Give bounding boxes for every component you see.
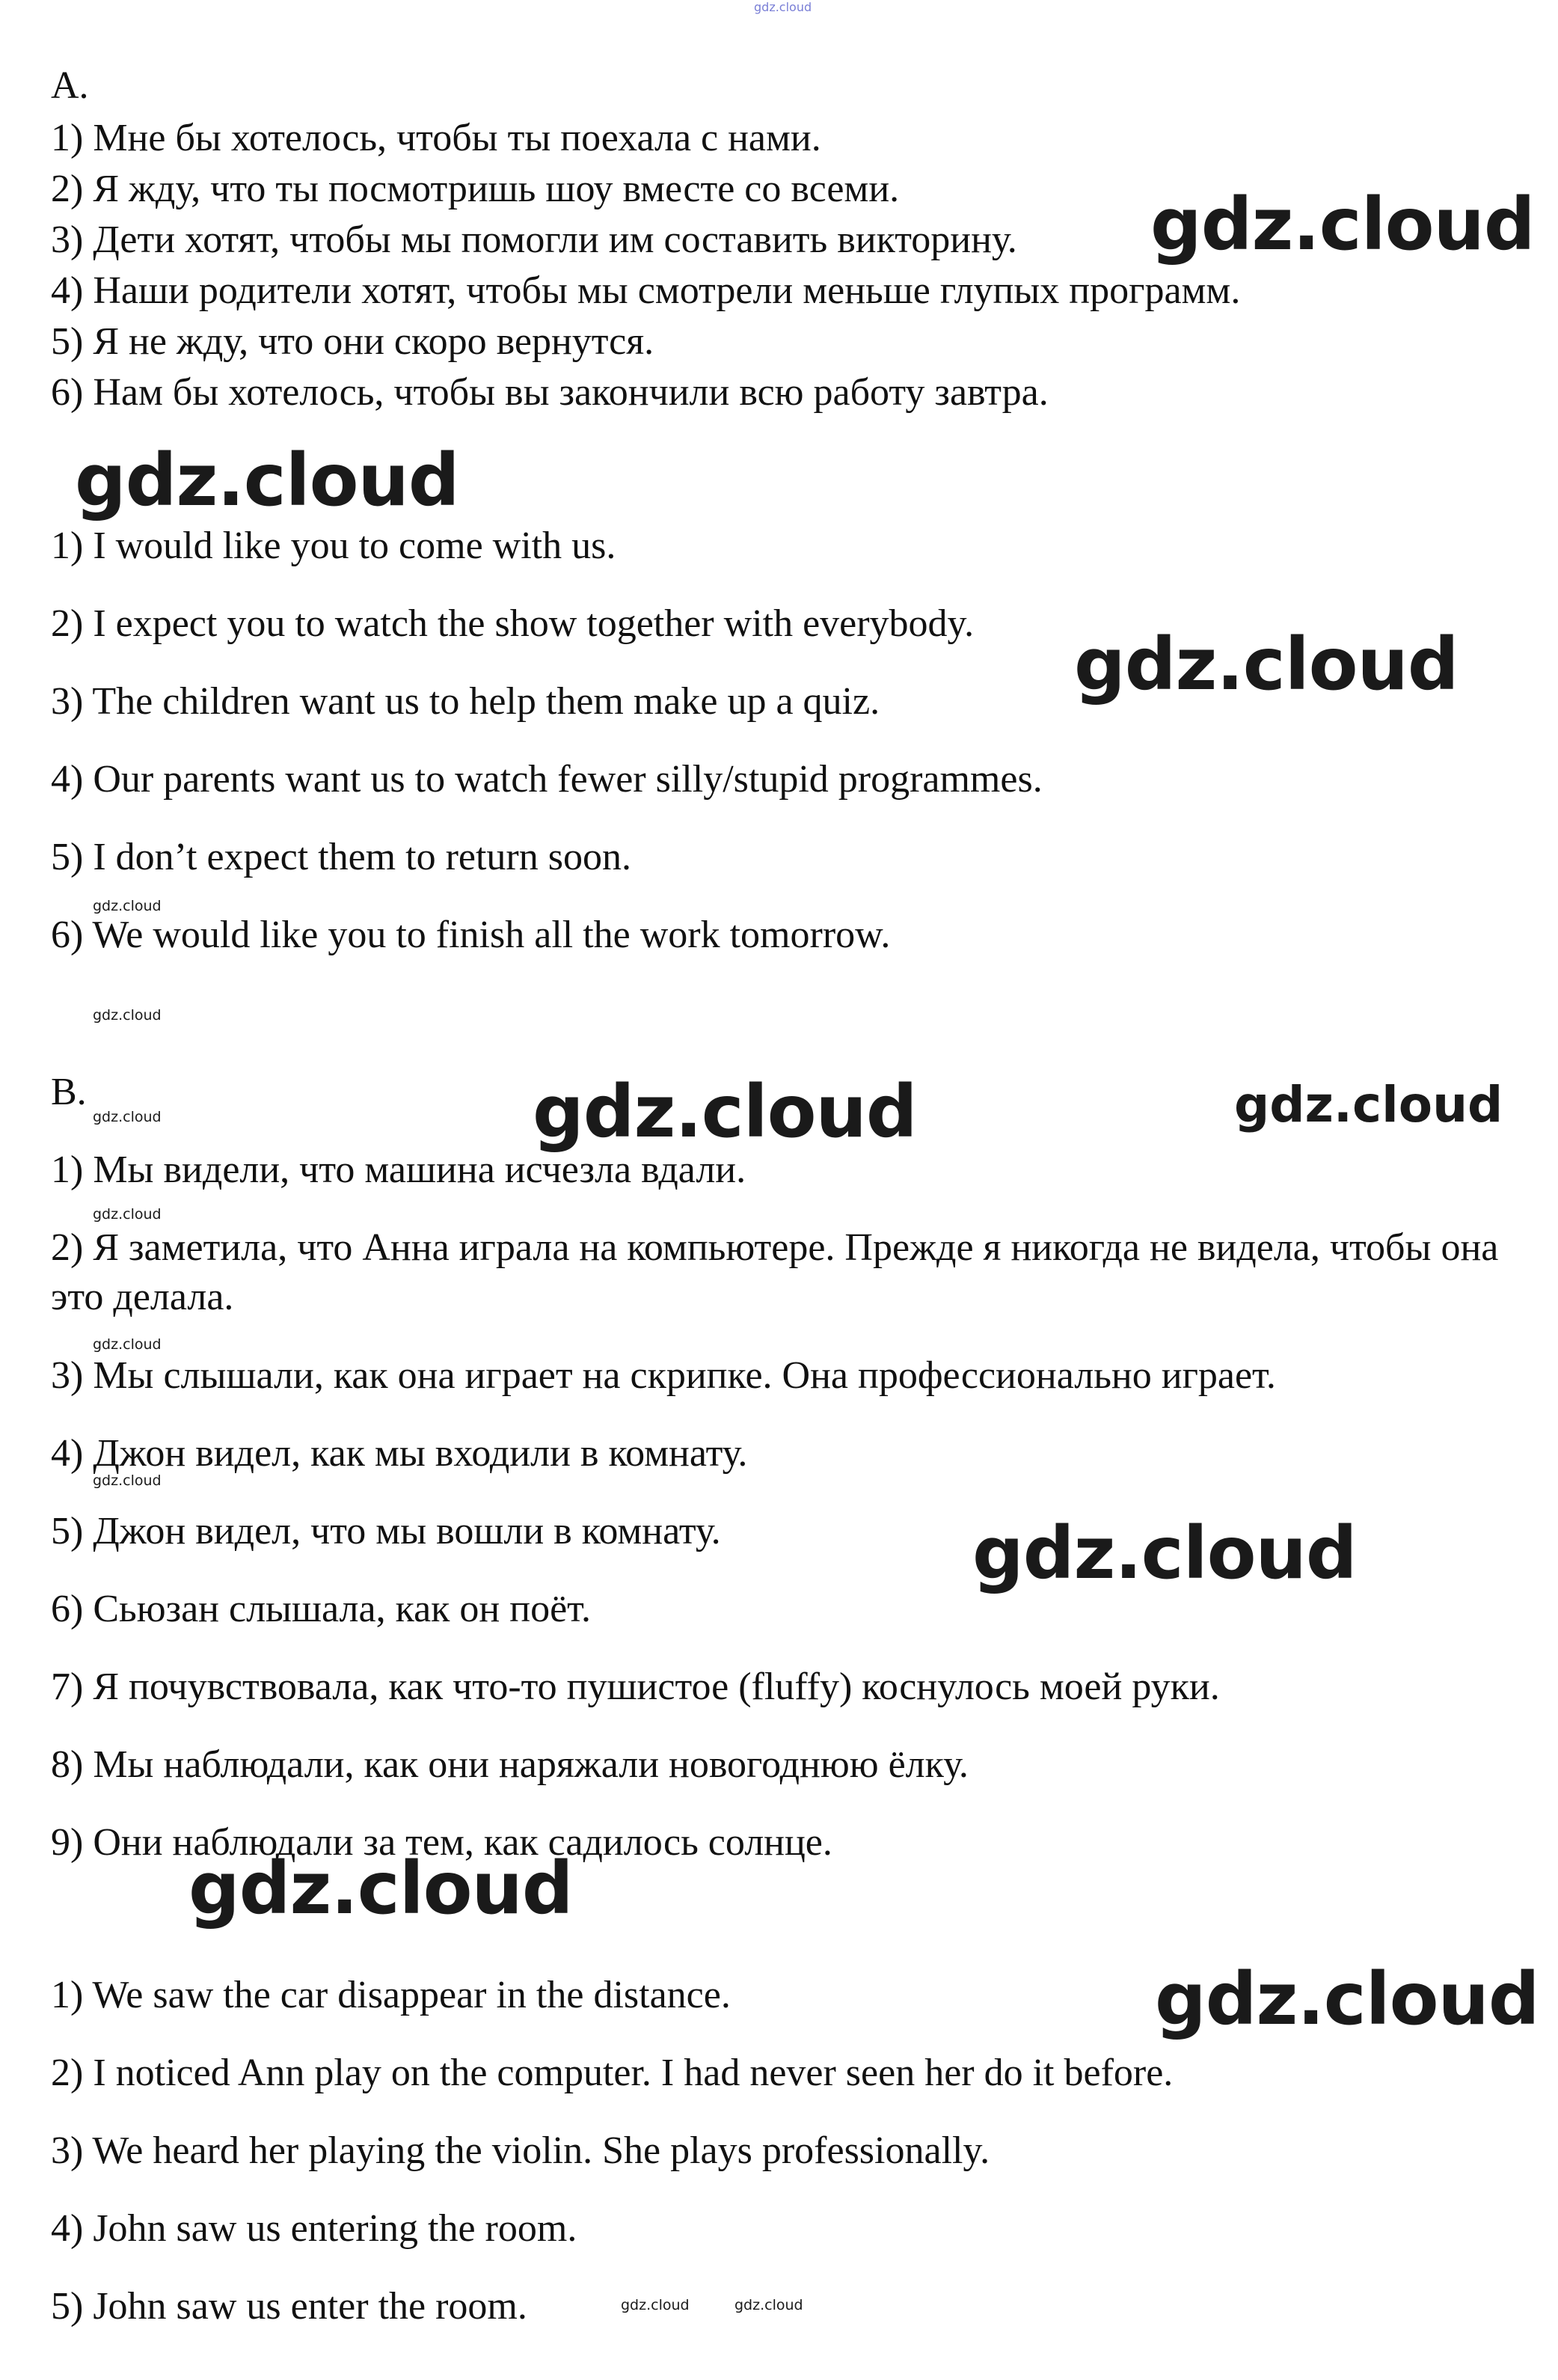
section-b-en-5: 5) John saw us enter the room. bbox=[51, 2285, 527, 2328]
watermark-top: gdz.cloud bbox=[754, 0, 812, 14]
section-a-label: A. bbox=[51, 64, 89, 107]
section-a-ru-1: 1) Мне бы хотелось, чтобы ты поехала с нами. bbox=[51, 117, 821, 159]
section-a-ru-5: 5) Я не жду, что они скоро вернутся. bbox=[51, 320, 654, 363]
section-b-label: B. bbox=[51, 1071, 87, 1113]
watermark-small-2: gdz.cloud bbox=[93, 1007, 162, 1024]
watermark-large-7: gdz.cloud bbox=[1155, 1957, 1539, 2041]
section-a-en-3: 3) The children want us to help them make up a quiz. bbox=[51, 680, 880, 723]
section-b-en-1: 1) We saw the car disappear in the distance. bbox=[51, 1974, 731, 2016]
watermark-small-7: gdz.cloud bbox=[621, 2297, 690, 2313]
section-a-ru-3: 3) Дети хотят, чтобы мы помогли им составить викторину. bbox=[51, 218, 1017, 261]
section-a-ru-4: 4) Наши родители хотят, чтобы мы смотрели меньше глупых программ. bbox=[51, 269, 1241, 312]
section-b-ru-9: 9) Они наблюдали за тем, как садилось солнце. bbox=[51, 1821, 832, 1864]
watermark-large-6: gdz.cloud bbox=[188, 1847, 573, 1930]
section-b-en-4: 4) John saw us entering the room. bbox=[51, 2207, 577, 2250]
watermark-small-6: gdz.cloud bbox=[93, 1472, 162, 1489]
section-a-ru-2: 2) Я жду, что ты посмотришь шоу вместе со всеми. bbox=[51, 168, 900, 210]
watermark-large-5: gdz.cloud bbox=[972, 1511, 1357, 1595]
watermark-large-1: gdz.cloud bbox=[1150, 183, 1535, 266]
watermark-small-5: gdz.cloud bbox=[93, 1336, 162, 1353]
watermark-large-3: gdz.cloud bbox=[1074, 622, 1459, 706]
section-b-en-3: 3) We heard her playing the violin. She plays professionally. bbox=[51, 2129, 990, 2172]
watermark-small-8: gdz.cloud bbox=[734, 2297, 803, 2313]
watermark-small-3: gdz.cloud bbox=[93, 1109, 162, 1125]
watermark-medium: gdz.cloud bbox=[1234, 1076, 1503, 1134]
section-b-ru-7: 7) Я почувствовала, как что-то пушистое (fluffy) коснулось моей руки. bbox=[51, 1665, 1220, 1708]
section-b-en-2: 2) I noticed Ann play on the computer. I had never seen her do it before. bbox=[51, 2052, 1174, 2094]
section-b-ru-2: 2) Я заметила, что Анна играла на компьютере. Прежде я никогда не видела, чтобы она это делала. bbox=[51, 1226, 1499, 1318]
section-b-ru-6: 6) Сьюзан слышала, как он поёт. bbox=[51, 1588, 591, 1630]
section-b-ru-4: 4) Джон видел, как мы входили в комнату. bbox=[51, 1432, 748, 1475]
section-a-en-5: 5) I don’t expect them to return soon. bbox=[51, 836, 631, 878]
watermark-small-4: gdz.cloud bbox=[93, 1206, 162, 1223]
section-b-ru-8: 8) Мы наблюдали, как они наряжали новогоднюю ёлку. bbox=[51, 1743, 969, 1786]
section-b-ru-3: 3) Мы слышали, как она играет на скрипке. Она профессионально играет. bbox=[51, 1354, 1276, 1397]
section-a-en-6: 6) We would like you to finish all the work tomorrow. bbox=[51, 914, 891, 956]
section-b-ru-5: 5) Джон видел, что мы вошли в комнату. bbox=[51, 1510, 721, 1552]
watermark-large-2: gdz.cloud bbox=[75, 438, 459, 522]
section-a-en-1: 1) I would like you to come with us. bbox=[51, 524, 616, 567]
watermark-large-4: gdz.cloud bbox=[533, 1070, 917, 1154]
section-a-en-4: 4) Our parents want us to watch fewer silly/stupid programmes. bbox=[51, 758, 1043, 801]
watermark-small-1: gdz.cloud bbox=[93, 898, 162, 914]
section-a-en-2: 2) I expect you to watch the show together with everybody. bbox=[51, 602, 975, 645]
section-a-ru-6: 6) Нам бы хотелось, чтобы вы закончили всю работу завтра. bbox=[51, 371, 1049, 414]
section-b-ru-1: 1) Мы видели, что машина исчезла вдали. bbox=[51, 1148, 746, 1191]
